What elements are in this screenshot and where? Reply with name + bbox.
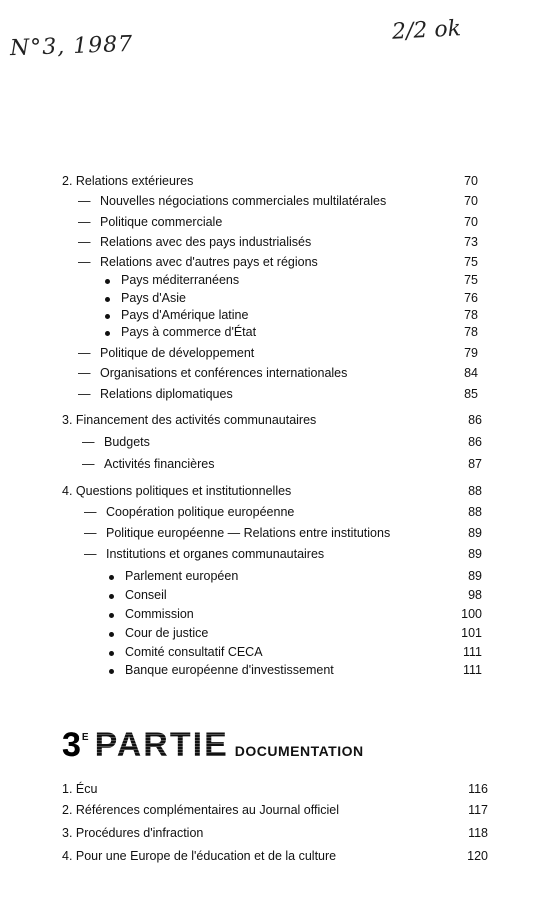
toc-subsection	[78, 344, 254, 362]
toc-label: Politique européenne — Relations entre institutions	[106, 526, 391, 540]
bullet-icon	[109, 651, 114, 656]
toc-label: Commission	[125, 607, 194, 621]
toc-label: Budgets	[104, 435, 150, 449]
documentation-item: 2. Références complémentaires au Journal officiel	[62, 803, 339, 817]
toc-bullet-item	[125, 605, 194, 623]
toc-label: Pays méditerranéens	[121, 273, 240, 287]
part-number-superscript: E	[81, 732, 89, 743]
toc-label: Nouvelles négociations commerciales multilatérales	[100, 194, 387, 208]
toc-page-number: 73	[464, 235, 478, 249]
toc-page-number: 88	[468, 484, 482, 498]
part-word: PARTIE	[94, 726, 229, 764]
toc-bullet-item	[121, 289, 186, 307]
part-title: DOCUMENTATION	[234, 743, 364, 759]
toc-page-number: 88	[468, 505, 482, 519]
toc-page-number: 76	[464, 291, 478, 305]
bullet-icon	[105, 297, 110, 302]
documentation-page-number: 120	[467, 849, 488, 863]
toc-page-number: 111	[462, 663, 482, 677]
toc-label: Pays d'Amérique latine	[121, 308, 249, 322]
toc-label: Banque européenne d'investissement	[125, 663, 334, 677]
toc-subsection	[78, 385, 233, 403]
part-number: 3	[62, 726, 82, 764]
handwritten-issue-number: N°3, 1987	[9, 31, 134, 62]
toc-page-number: 84	[464, 366, 478, 380]
documentation-item: 1. Écu	[62, 782, 98, 796]
toc-bullet-item	[121, 323, 256, 341]
toc-subsection	[84, 524, 390, 542]
toc-subsection	[78, 233, 311, 251]
part-heading	[62, 726, 364, 765]
toc-label: Cour de justice	[125, 626, 209, 640]
bullet-icon	[109, 632, 114, 637]
toc-page-number: 70	[464, 194, 478, 208]
toc-label: Relations avec d'autres pays et régions	[100, 255, 318, 269]
toc-label: Institutions et organes communautaires	[106, 547, 325, 561]
toc-page-number: 85	[464, 387, 478, 401]
toc-page-number: 78	[464, 325, 478, 339]
toc-subsection	[78, 253, 318, 271]
toc-page-number: 100	[461, 607, 482, 621]
toc-page-number: 78	[464, 308, 478, 322]
toc-section	[62, 411, 316, 429]
toc-subsection	[82, 455, 214, 473]
toc-bullet-item	[125, 661, 334, 679]
toc-subsection	[82, 433, 150, 451]
toc-label: 4. Questions politiques et institutionnelles	[62, 484, 292, 498]
toc-page-number: 70	[464, 215, 478, 229]
toc-subsection	[78, 213, 222, 231]
toc-section	[62, 482, 291, 500]
toc-page-number: 79	[464, 346, 478, 360]
bullet-icon	[105, 314, 110, 319]
toc-bullet-item	[125, 624, 208, 642]
bullet-icon	[105, 279, 110, 284]
toc-page-number: 70	[464, 174, 478, 188]
toc-label: Coopération politique européenne	[106, 505, 295, 519]
handwritten-page-note: 2/2 ok	[391, 16, 462, 45]
toc-label: Pays à commerce d'État	[121, 325, 257, 339]
toc-label: Comité consultatif CECA	[125, 645, 263, 659]
bullet-icon	[109, 613, 114, 618]
toc-label: Parlement européen	[125, 569, 239, 583]
bullet-icon	[105, 331, 110, 336]
toc-subsection	[78, 364, 347, 382]
toc-page-number: 101	[461, 626, 482, 640]
toc-label: Relations avec des pays industrialisés	[100, 235, 312, 249]
toc-label: Organisations et conférences internationales	[100, 366, 348, 380]
documentation-page-number: 116	[468, 782, 488, 796]
toc-label: Activités financières	[104, 457, 215, 471]
toc-page-number: 86	[468, 413, 482, 427]
toc-page-number: 87	[468, 457, 482, 471]
toc-label: Relations diplomatiques	[100, 387, 233, 401]
toc-label: 2. Relations extérieures	[62, 174, 194, 188]
toc-page-number: 89	[468, 569, 482, 583]
bullet-icon	[109, 575, 114, 580]
toc-label: 3. Financement des activités communautaires	[62, 413, 317, 427]
documentation-item: 3. Procédures d'infraction	[62, 826, 204, 840]
toc-page-number: 75	[464, 273, 478, 287]
toc-bullet-item	[121, 306, 248, 324]
toc-label: Pays d'Asie	[121, 291, 186, 305]
toc-page-number: 89	[468, 526, 482, 540]
toc-bullet-item	[121, 271, 239, 289]
toc-label: Conseil	[125, 588, 167, 602]
toc-page-number: 111	[462, 645, 482, 659]
toc-bullet-item	[125, 643, 263, 661]
documentation-item: 4. Pour une Europe de l'éducation et de la culture	[62, 849, 337, 863]
toc-page-number: 89	[468, 547, 482, 561]
toc-label: Politique de développement	[100, 346, 255, 360]
toc-page-number: 86	[468, 435, 482, 449]
bullet-icon	[109, 669, 114, 674]
documentation-page-number: 118	[468, 826, 488, 840]
documentation-page-number: 117	[468, 803, 488, 817]
toc-subsection	[78, 192, 386, 210]
bullet-icon	[109, 594, 114, 599]
toc-subsection	[84, 503, 294, 521]
toc-page-number: 75	[464, 255, 478, 269]
toc-subsection	[84, 545, 324, 563]
toc-bullet-item	[125, 567, 238, 585]
toc-label: Politique commerciale	[100, 215, 223, 229]
toc-page-number: 98	[468, 588, 482, 602]
toc-bullet-item	[125, 586, 167, 604]
toc-section	[62, 172, 193, 190]
